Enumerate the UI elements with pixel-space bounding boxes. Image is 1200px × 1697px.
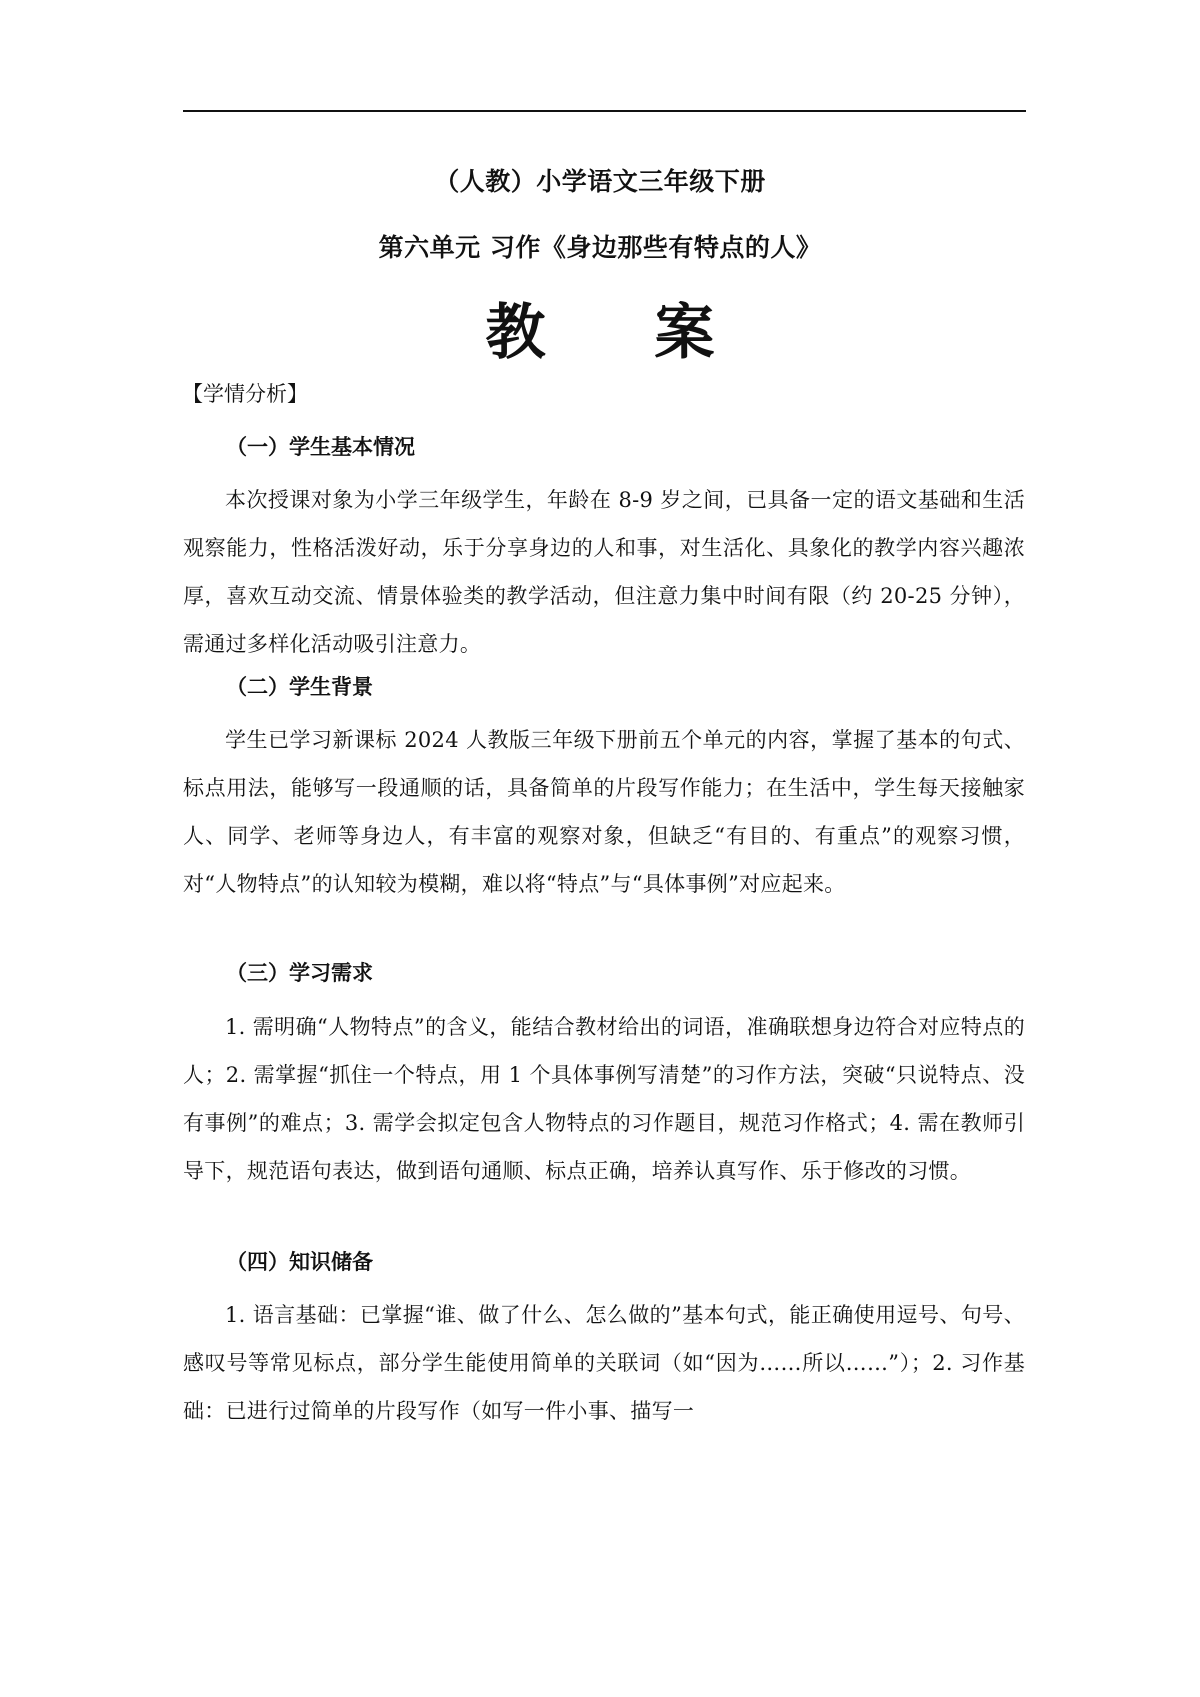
heading-basic-situation: （一）学生基本情况 (226, 435, 415, 459)
heading-student-background: （二）学生背景 (226, 675, 373, 699)
course-title: （人教）小学语文三年级下册 (434, 167, 766, 196)
section-tag: 【学情分析】 (182, 382, 308, 406)
heading-learning-needs: （三）学习需求 (226, 961, 373, 985)
paragraph-knowledge-reserve: 1. 语言基础：已掌握“谁、做了什么、怎么做的”基本句式，能正确使用逗号、句号、感叹号等常见标点，部分学生能使用简单的关联词（如“因为……所以……”）；2. 习作基础：已进行过简单的片段写作（如写一件小事、描写一 (183, 1303, 1025, 1423)
paragraph-learning-needs: 1. 需明确“人物特点”的含义，能结合教材给出的词语，准确联想身边符合对应特点的人；2. 需掌握“抓住一个特点，用 1 个具体事例写清楚”的习作方法，突破“只说特点、没有事例”的难点；3. 需学会拟定包含人物特点的习作题目，规范习作格式；4. 需在教师引导下，规范语句表达，做到语句通顺、标点正确，培养认真写作、乐于修改的习惯。 (183, 1015, 1025, 1183)
main-title: 教 案 (485, 298, 759, 368)
paragraph-student-background: 学生已学习新课标 2024 人教版三年级下册前五个单元的内容，掌握了基本的句式、标点用法，能够写一段通顺的话，具备简单的片段写作能力；在生活中，学生每天接触家人、同学、老师等身边人，有丰富的观察对象，但缺乏“有目的、有重点”的观察习惯，对“人物特点”的认知较为模糊，难以将“特点”与“具体事例”对应起来。 (183, 728, 1025, 896)
paragraph-basic-situation: 本次授课对象为小学三年级学生，年龄在 8-9 岁之间，已具备一定的语文基础和生活观察能力，性格活泼好动，乐于分享身边的人和事，对生活化、具象化的教学内容兴趣浓厚，喜欢互动交流、情景体验类的教学活动，但注意力集中时间有限（约 20-25 分钟），需通过多样化活动吸引注意力。 (183, 488, 1025, 656)
heading-knowledge-reserve: （四）知识储备 (226, 1250, 373, 1274)
unit-title: 第六单元 习作《身边那些有特点的人》 (378, 233, 822, 262)
header-rule (183, 110, 1026, 112)
